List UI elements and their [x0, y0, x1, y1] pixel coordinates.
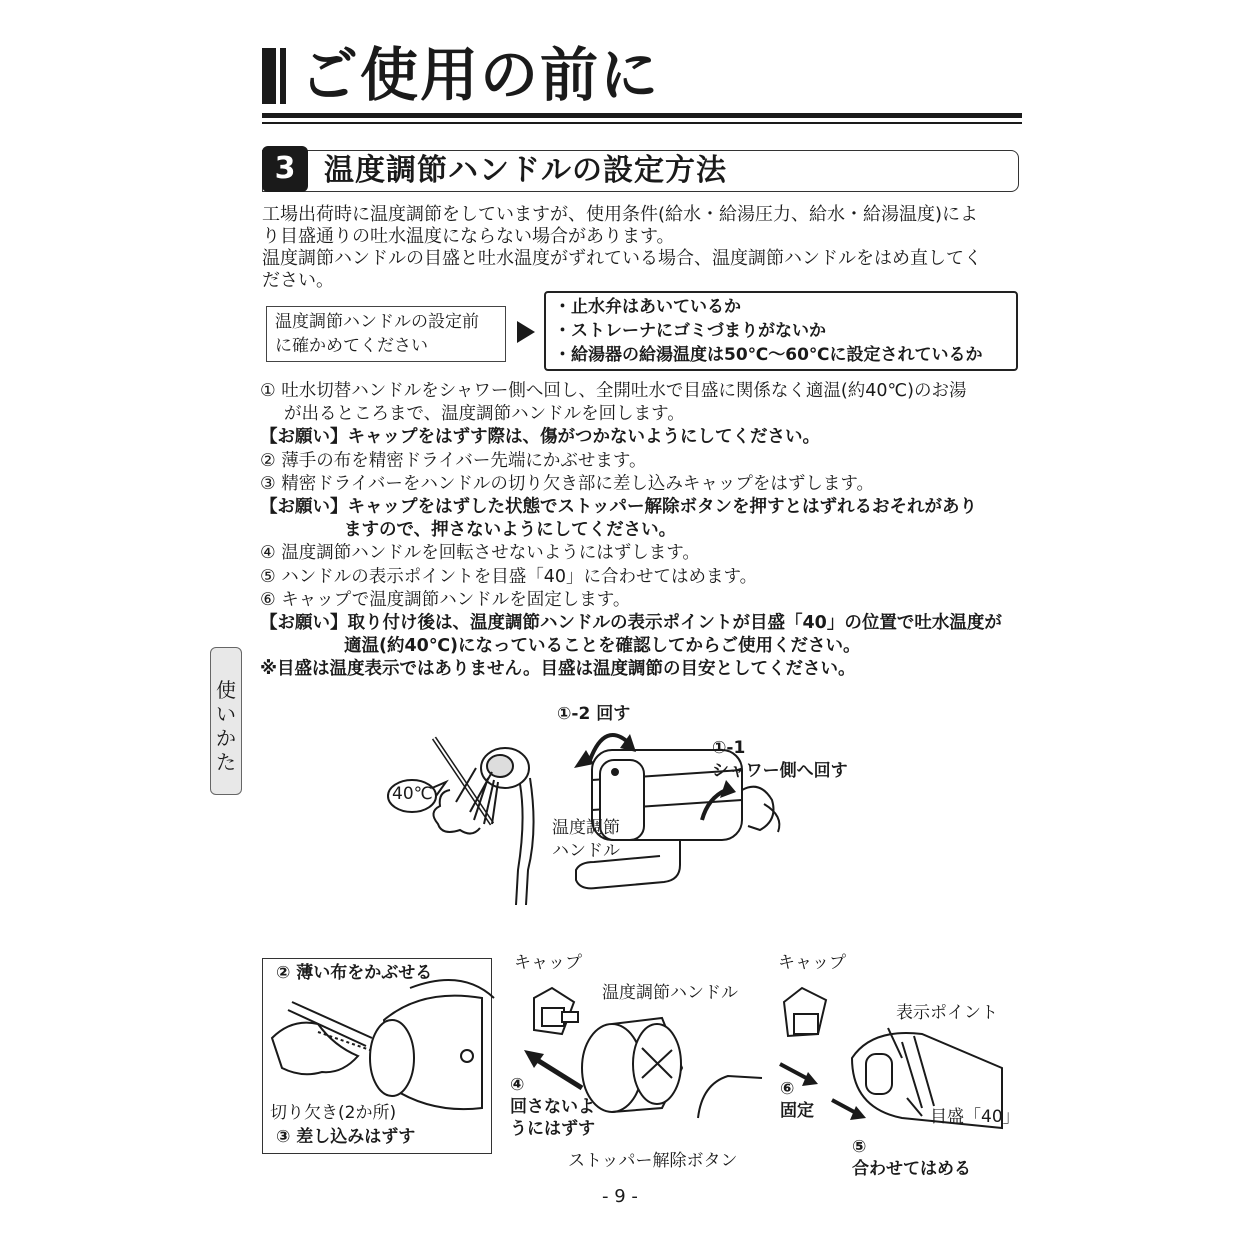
intro-text	[262, 204, 1022, 292]
page-number: - 9 -	[602, 1186, 638, 1207]
steps-list	[260, 380, 1026, 681]
insert-label: ③ 差し込みはずす	[276, 1127, 416, 1147]
faucet-illustration	[380, 720, 880, 920]
side-tab-char: た	[216, 750, 236, 774]
precheck-item: ・ストレーナにゴミづまりがないか	[554, 321, 826, 341]
title-bars-icon	[262, 48, 290, 104]
section-title: 温度調節ハンドルの設定方法	[324, 153, 727, 188]
cloth-label: ② 薄い布をかぶせる	[276, 963, 433, 983]
step-line: が出るところまで、温度調節ハンドルを回します。	[284, 404, 685, 425]
page-title: ご使用の前に	[300, 41, 661, 109]
step-line: ④ 温度調節ハンドルを回転させないようにはずします。	[260, 543, 700, 564]
precheck-label	[266, 306, 506, 362]
precheck-item: ・給湯器の給湯温度は50℃〜60℃に設定されているか	[554, 345, 983, 365]
intro-line: り目盛通りの吐水温度にならない場合があります。	[262, 226, 675, 247]
precheck-label-line: に確かめてください	[275, 336, 428, 356]
arrow-right-icon	[517, 321, 535, 343]
stopper-label: ストッパー解除ボタン	[568, 1151, 738, 1171]
intro-line: 工場出荷時に温度調節をしていますが、使用条件(給水・給湯圧力、給水・給湯温度)によ	[262, 204, 979, 225]
step-line: 適温(約40℃)になっていることを確認してからご使用ください。	[344, 636, 861, 657]
step-line: 【お願い】キャップをはずした状態でストッパー解除ボタンを押すとはずれるおそれがあり	[260, 496, 977, 517]
precheck-list	[544, 291, 1018, 371]
handle-label: 温度調節ハンドル	[602, 983, 738, 1003]
handle-label-line2: ハンドル	[552, 841, 620, 861]
precheck-item: ・止水弁はあいているか	[554, 297, 741, 317]
step4-number: ④	[510, 1075, 525, 1095]
step4-label-line1: 回さないよ	[510, 1097, 595, 1117]
intro-line: ださい。	[262, 270, 334, 291]
step5-label: 合わせてはめる	[852, 1159, 971, 1179]
intro-line: 温度調節ハンドルの目盛と吐水温度がずれている場合、温度調節ハンドルをはめ直してく	[262, 248, 982, 269]
point-label: 表示ポイント	[896, 1003, 998, 1023]
step-line: ⑥ キャップで温度調節ハンドルを固定します。	[260, 589, 631, 610]
step-line: ② 薄手の布を精密ドライバー先端にかぶせます。	[260, 450, 647, 471]
step-line: ⑤ ハンドルの表示ポイントを目盛「40」に合わせてはめます。	[260, 566, 758, 587]
precheck-label-line: 温度調節ハンドルの設定前	[275, 312, 479, 332]
side-tab-char: か	[216, 726, 236, 750]
side-tab-char: 使	[216, 678, 236, 702]
side-tab-char: い	[216, 702, 236, 726]
cap-label: キャップ	[514, 953, 582, 973]
scale-label: 目盛「40」	[930, 1107, 1020, 1127]
step5-number: ⑤	[852, 1137, 867, 1157]
shower-label: シャワー側へ回す	[712, 761, 848, 781]
step6-label: 固定	[780, 1101, 814, 1121]
side-tab	[210, 647, 242, 795]
step6-number: ⑥	[780, 1079, 795, 1099]
title-rule	[262, 113, 1022, 118]
step-line: ますので、押さないようにしてください。	[344, 520, 677, 541]
step-line: ※目盛は温度表示ではありません。目盛は温度調節の目安としてください。	[260, 659, 856, 680]
section-number: 3	[262, 146, 308, 192]
cap-label: キャップ	[778, 953, 846, 973]
step-line: ③ 精密ドライバーをハンドルの切り欠き部に差し込みキャップをはずします。	[260, 473, 874, 494]
step-line: ① 吐水切替ハンドルをシャワー側へ回し、全開吐水で目盛に関係なく適温(約40℃)のお湯	[260, 381, 967, 401]
rotate-label: ①-2 回す	[557, 704, 631, 724]
handle-label-line1: 温度調節	[552, 818, 620, 838]
step4-label-line2: うにはずす	[510, 1119, 595, 1139]
temp-label: 40℃	[392, 784, 433, 804]
shower-step-number: ①-1	[712, 738, 746, 758]
title-rule-thin	[262, 122, 1022, 124]
step-line: 【お願い】取り付け後は、温度調節ハンドルの表示ポイントが目盛「40」の位置で吐水温度が	[260, 612, 1002, 633]
notch-label: 切り欠き(2か所)	[270, 1103, 397, 1123]
step-line: 【お願い】キャップをはずす際は、傷がつかないようにしてください。	[260, 427, 820, 448]
